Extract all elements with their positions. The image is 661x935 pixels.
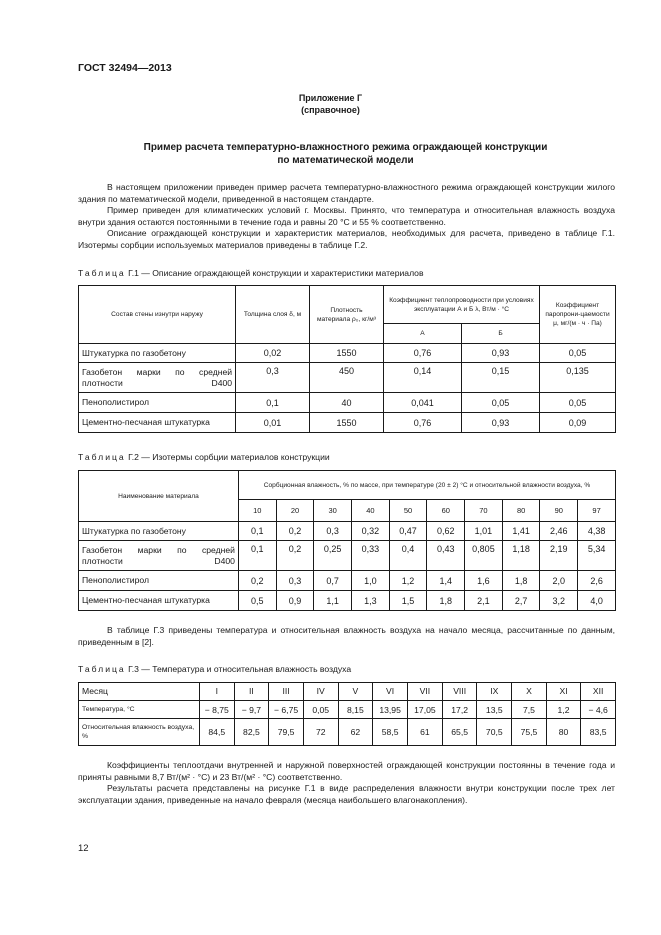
header-thickness: Толщина слоя δ, м <box>236 286 310 344</box>
sorption-value: 1,01 <box>465 522 503 541</box>
cell-mu: 0,05 <box>539 344 615 363</box>
sorption-value: 1,2 <box>389 571 427 591</box>
layer-name: Пенополистирол <box>79 393 236 413</box>
humidity-value: 58,5 <box>373 719 408 746</box>
month-header: IV <box>303 683 338 701</box>
intro-paragraph: В настоящем приложении приведен пример расчета температурно-влажностного режима ограждающей конструкции жилого здания по математической модели, приведенной в настоящем стандарте. <box>78 182 615 204</box>
header-permeability: Коэффициент паропрони-цаемости μ, мг/(м · ч · Па) <box>539 286 615 344</box>
month-header: XII <box>581 683 616 701</box>
sorption-value: 0,3 <box>314 522 352 541</box>
cell-cond-b: 0,05 <box>461 393 539 413</box>
sorption-value: 0,3 <box>276 571 314 591</box>
table-row <box>79 571 616 591</box>
sorption-value: 2,19 <box>540 541 578 571</box>
cell-thickness: 0,01 <box>236 413 310 433</box>
month-header: IX <box>477 683 512 701</box>
header-humidity: 40 <box>352 500 390 522</box>
table3-caption-text: Г.3 — Температура и относительная влажность воздуха <box>125 664 352 674</box>
header-density: Плотность материала ρ₀, кг/м³ <box>310 286 384 344</box>
appendix-heading <box>0 92 661 116</box>
sorption-value: 4,0 <box>578 591 616 611</box>
temperature-value: 13,95 <box>373 701 408 719</box>
month-header: VII <box>408 683 443 701</box>
header-cond-b: Б <box>461 324 539 344</box>
cell-density: 450 <box>310 363 384 393</box>
table1-caption-label: Таблица <box>78 268 126 278</box>
conclusion-text <box>78 760 615 806</box>
document-code: ГОСТ 32494—2013 <box>78 62 172 74</box>
cell-density: 1550 <box>310 413 384 433</box>
cell-density: 1550 <box>310 344 384 363</box>
table3-caption <box>78 664 351 674</box>
header-humidity: 30 <box>314 500 352 522</box>
header-humidity: 97 <box>578 500 616 522</box>
body-paragraph: Результаты расчета представлены на рисунке Г.1 в виде распределения влажности внутри конструкции после трех лет эксплуатации здания, приведенные на начало февраля (месяца наибольшего влагонакопления). <box>78 783 615 805</box>
layer-name: Газобетон марки по средней плотности D400 <box>79 363 236 393</box>
sorption-value: 3,2 <box>540 591 578 611</box>
table1-caption <box>78 268 424 278</box>
humidity-value: 70,5 <box>477 719 512 746</box>
sorption-value: 0,4 <box>389 541 427 571</box>
header-material: Наименование материала <box>79 471 239 522</box>
humidity-value: 62 <box>338 719 373 746</box>
intro-text <box>78 182 615 251</box>
sorption-value: 1,41 <box>502 522 540 541</box>
cell-cond-a: 0,76 <box>383 344 461 363</box>
month-header: I <box>199 683 234 701</box>
cell-cond-b: 0,93 <box>461 413 539 433</box>
sorption-value: 0,2 <box>238 571 276 591</box>
table2-caption-label: Таблица <box>78 452 126 462</box>
table1-caption-text: Г.1 — Описание ограждающей конструкции и характеристики материалов <box>125 268 424 278</box>
month-header: VIII <box>442 683 477 701</box>
temperature-value: − 8,75 <box>199 701 234 719</box>
table-row <box>79 541 616 571</box>
humidity-value: 83,5 <box>581 719 616 746</box>
header-humidity: 70 <box>465 500 503 522</box>
appendix-title: Приложение Г <box>298 93 363 103</box>
sorption-value: 0,1 <box>238 522 276 541</box>
humidity-value: 75,5 <box>512 719 547 746</box>
material-name: Газобетон марки по средней плотности D400 <box>79 541 239 571</box>
section-title <box>90 142 601 167</box>
sorption-value: 0,47 <box>389 522 427 541</box>
material-name: Штукатурка по газобетону <box>79 522 239 541</box>
section-title-line2: по математической модели <box>277 154 414 166</box>
sorption-value: 2,46 <box>540 522 578 541</box>
sorption-value: 1,8 <box>502 571 540 591</box>
humidity-value: 80 <box>546 719 581 746</box>
sorption-value: 0,7 <box>314 571 352 591</box>
temperature-value: 8,15 <box>338 701 373 719</box>
cell-cond-a: 0,76 <box>383 413 461 433</box>
cell-cond-a: 0,14 <box>383 363 461 393</box>
table1 <box>78 285 616 433</box>
month-header: III <box>269 683 304 701</box>
temperature-value: 1,2 <box>546 701 581 719</box>
material-name: Пенополистирол <box>79 571 239 591</box>
table3 <box>78 682 616 746</box>
sorption-value: 0,2 <box>276 541 314 571</box>
table3-caption-label: Таблица <box>78 664 126 674</box>
table-row <box>79 522 616 541</box>
header-conductivity: Коэффициент теплопроводности при условиях эксплуатации А и Б λ, Вт/м · °С <box>383 286 539 324</box>
temperature-value: − 9,7 <box>234 701 269 719</box>
header-humidity: 50 <box>389 500 427 522</box>
cell-mu: 0,05 <box>539 393 615 413</box>
humidity-value: 61 <box>408 719 443 746</box>
month-header: V <box>338 683 373 701</box>
sorption-value: 0,43 <box>427 541 465 571</box>
intro-paragraph: Пример приведен для климатических условий г. Москвы. Принято, что температура и относительная влажность воздуха внутри здания остаются постоянными в течение года и равны 20 °С и 55 % соответственно. <box>78 205 615 227</box>
sorption-value: 2,0 <box>540 571 578 591</box>
header-humidity: 60 <box>427 500 465 522</box>
table-row <box>79 591 616 611</box>
section-title-line1: Пример расчета температурно-влажностного режима ограждающей конструкции <box>143 142 548 153</box>
cell-cond-b: 0,15 <box>461 363 539 393</box>
header-humidity: 10 <box>238 500 276 522</box>
sorption-value: 0,805 <box>465 541 503 571</box>
header-humidity: 80 <box>502 500 540 522</box>
sorption-value: 4,38 <box>578 522 616 541</box>
sorption-value: 1,1 <box>314 591 352 611</box>
intro-paragraph: Описание ограждающей конструкции и характеристик материалов, необходимых для расчета, приведено в таблице Г.1. Изотермы сорбции используемых материалов приведены в таблице Г.2. <box>78 228 615 250</box>
sorption-value: 0,5 <box>238 591 276 611</box>
cell-thickness: 0,1 <box>236 393 310 413</box>
temperature-label: Температура, °С <box>79 701 200 719</box>
month-header: X <box>512 683 547 701</box>
table2-caption-text: Г.2 — Изотермы сорбции материалов конструкции <box>125 452 330 462</box>
sorption-value: 0,33 <box>352 541 390 571</box>
sorption-value: 0,1 <box>238 541 276 571</box>
temperature-value: − 4,6 <box>581 701 616 719</box>
temperature-value: 17,2 <box>442 701 477 719</box>
cell-cond-a: 0,041 <box>383 393 461 413</box>
sorption-value: 2,1 <box>465 591 503 611</box>
header-layers: Состав стены изнутри наружу <box>79 286 236 344</box>
sorption-value: 1,18 <box>502 541 540 571</box>
sorption-value: 1,5 <box>389 591 427 611</box>
header-sorption-group: Сорбционная влажность, % по массе, при температуре (20 ± 2) °С и относительной влажности воздуха, % <box>238 471 615 500</box>
humidity-value: 72 <box>303 719 338 746</box>
month-label: Месяц <box>79 683 200 701</box>
month-header: VI <box>373 683 408 701</box>
cell-cond-b: 0,93 <box>461 344 539 363</box>
sorption-value: 1,4 <box>427 571 465 591</box>
humidity-label: Относительная влажность воздуха, % <box>79 719 200 746</box>
humidity-value: 79,5 <box>269 719 304 746</box>
header-cond-a: А <box>383 324 461 344</box>
sorption-value: 0,2 <box>276 522 314 541</box>
layer-name: Штукатурка по газобетону <box>79 344 236 363</box>
sorption-value: 5,34 <box>578 541 616 571</box>
sorption-value: 2,6 <box>578 571 616 591</box>
temperature-value: 17,05 <box>408 701 443 719</box>
cell-mu: 0,135 <box>539 363 615 393</box>
page-number: 12 <box>78 843 89 854</box>
temperature-value: 0,05 <box>303 701 338 719</box>
table-row <box>79 413 616 433</box>
cell-thickness: 0,02 <box>236 344 310 363</box>
sorption-value: 1,0 <box>352 571 390 591</box>
sorption-value: 1,3 <box>352 591 390 611</box>
sorption-value: 2,7 <box>502 591 540 611</box>
table3-intro <box>78 625 615 648</box>
humidity-value: 82,5 <box>234 719 269 746</box>
month-header: II <box>234 683 269 701</box>
table-row <box>79 363 616 393</box>
table-row <box>79 344 616 363</box>
header-humidity: 20 <box>276 500 314 522</box>
sorption-value: 0,32 <box>352 522 390 541</box>
temperature-value: − 6,75 <box>269 701 304 719</box>
material-name: Цементно-песчаная штукатурка <box>79 591 239 611</box>
sorption-value: 0,25 <box>314 541 352 571</box>
header-humidity: 90 <box>540 500 578 522</box>
sorption-value: 1,6 <box>465 571 503 591</box>
sorption-value: 1,8 <box>427 591 465 611</box>
sorption-value: 0,9 <box>276 591 314 611</box>
cell-density: 40 <box>310 393 384 413</box>
cell-thickness: 0,3 <box>236 363 310 393</box>
table2-caption <box>78 452 330 462</box>
cell-mu: 0,09 <box>539 413 615 433</box>
body-paragraph: Коэффициенты теплоотдачи внутренней и наружной поверхностей ограждающей конструкции постоянны в течение года и приняты равными 8,7 Вт/(м² · °С) и 23 Вт/(м² · °С) соответственно. <box>78 760 615 782</box>
layer-name: Цементно-песчаная штукатурка <box>79 413 236 433</box>
month-header: XI <box>546 683 581 701</box>
temperature-value: 13,5 <box>477 701 512 719</box>
appendix-note: (справочное) <box>301 105 360 115</box>
sorption-value: 0,62 <box>427 522 465 541</box>
table-row <box>79 393 616 413</box>
table2 <box>78 470 616 611</box>
temperature-value: 7,5 <box>512 701 547 719</box>
humidity-value: 65,5 <box>442 719 477 746</box>
body-paragraph: В таблице Г.3 приведены температура и относительная влажность воздуха на начало месяца, рассчитанные по данным, приведенным в [2]. <box>78 625 615 647</box>
humidity-value: 84,5 <box>199 719 234 746</box>
